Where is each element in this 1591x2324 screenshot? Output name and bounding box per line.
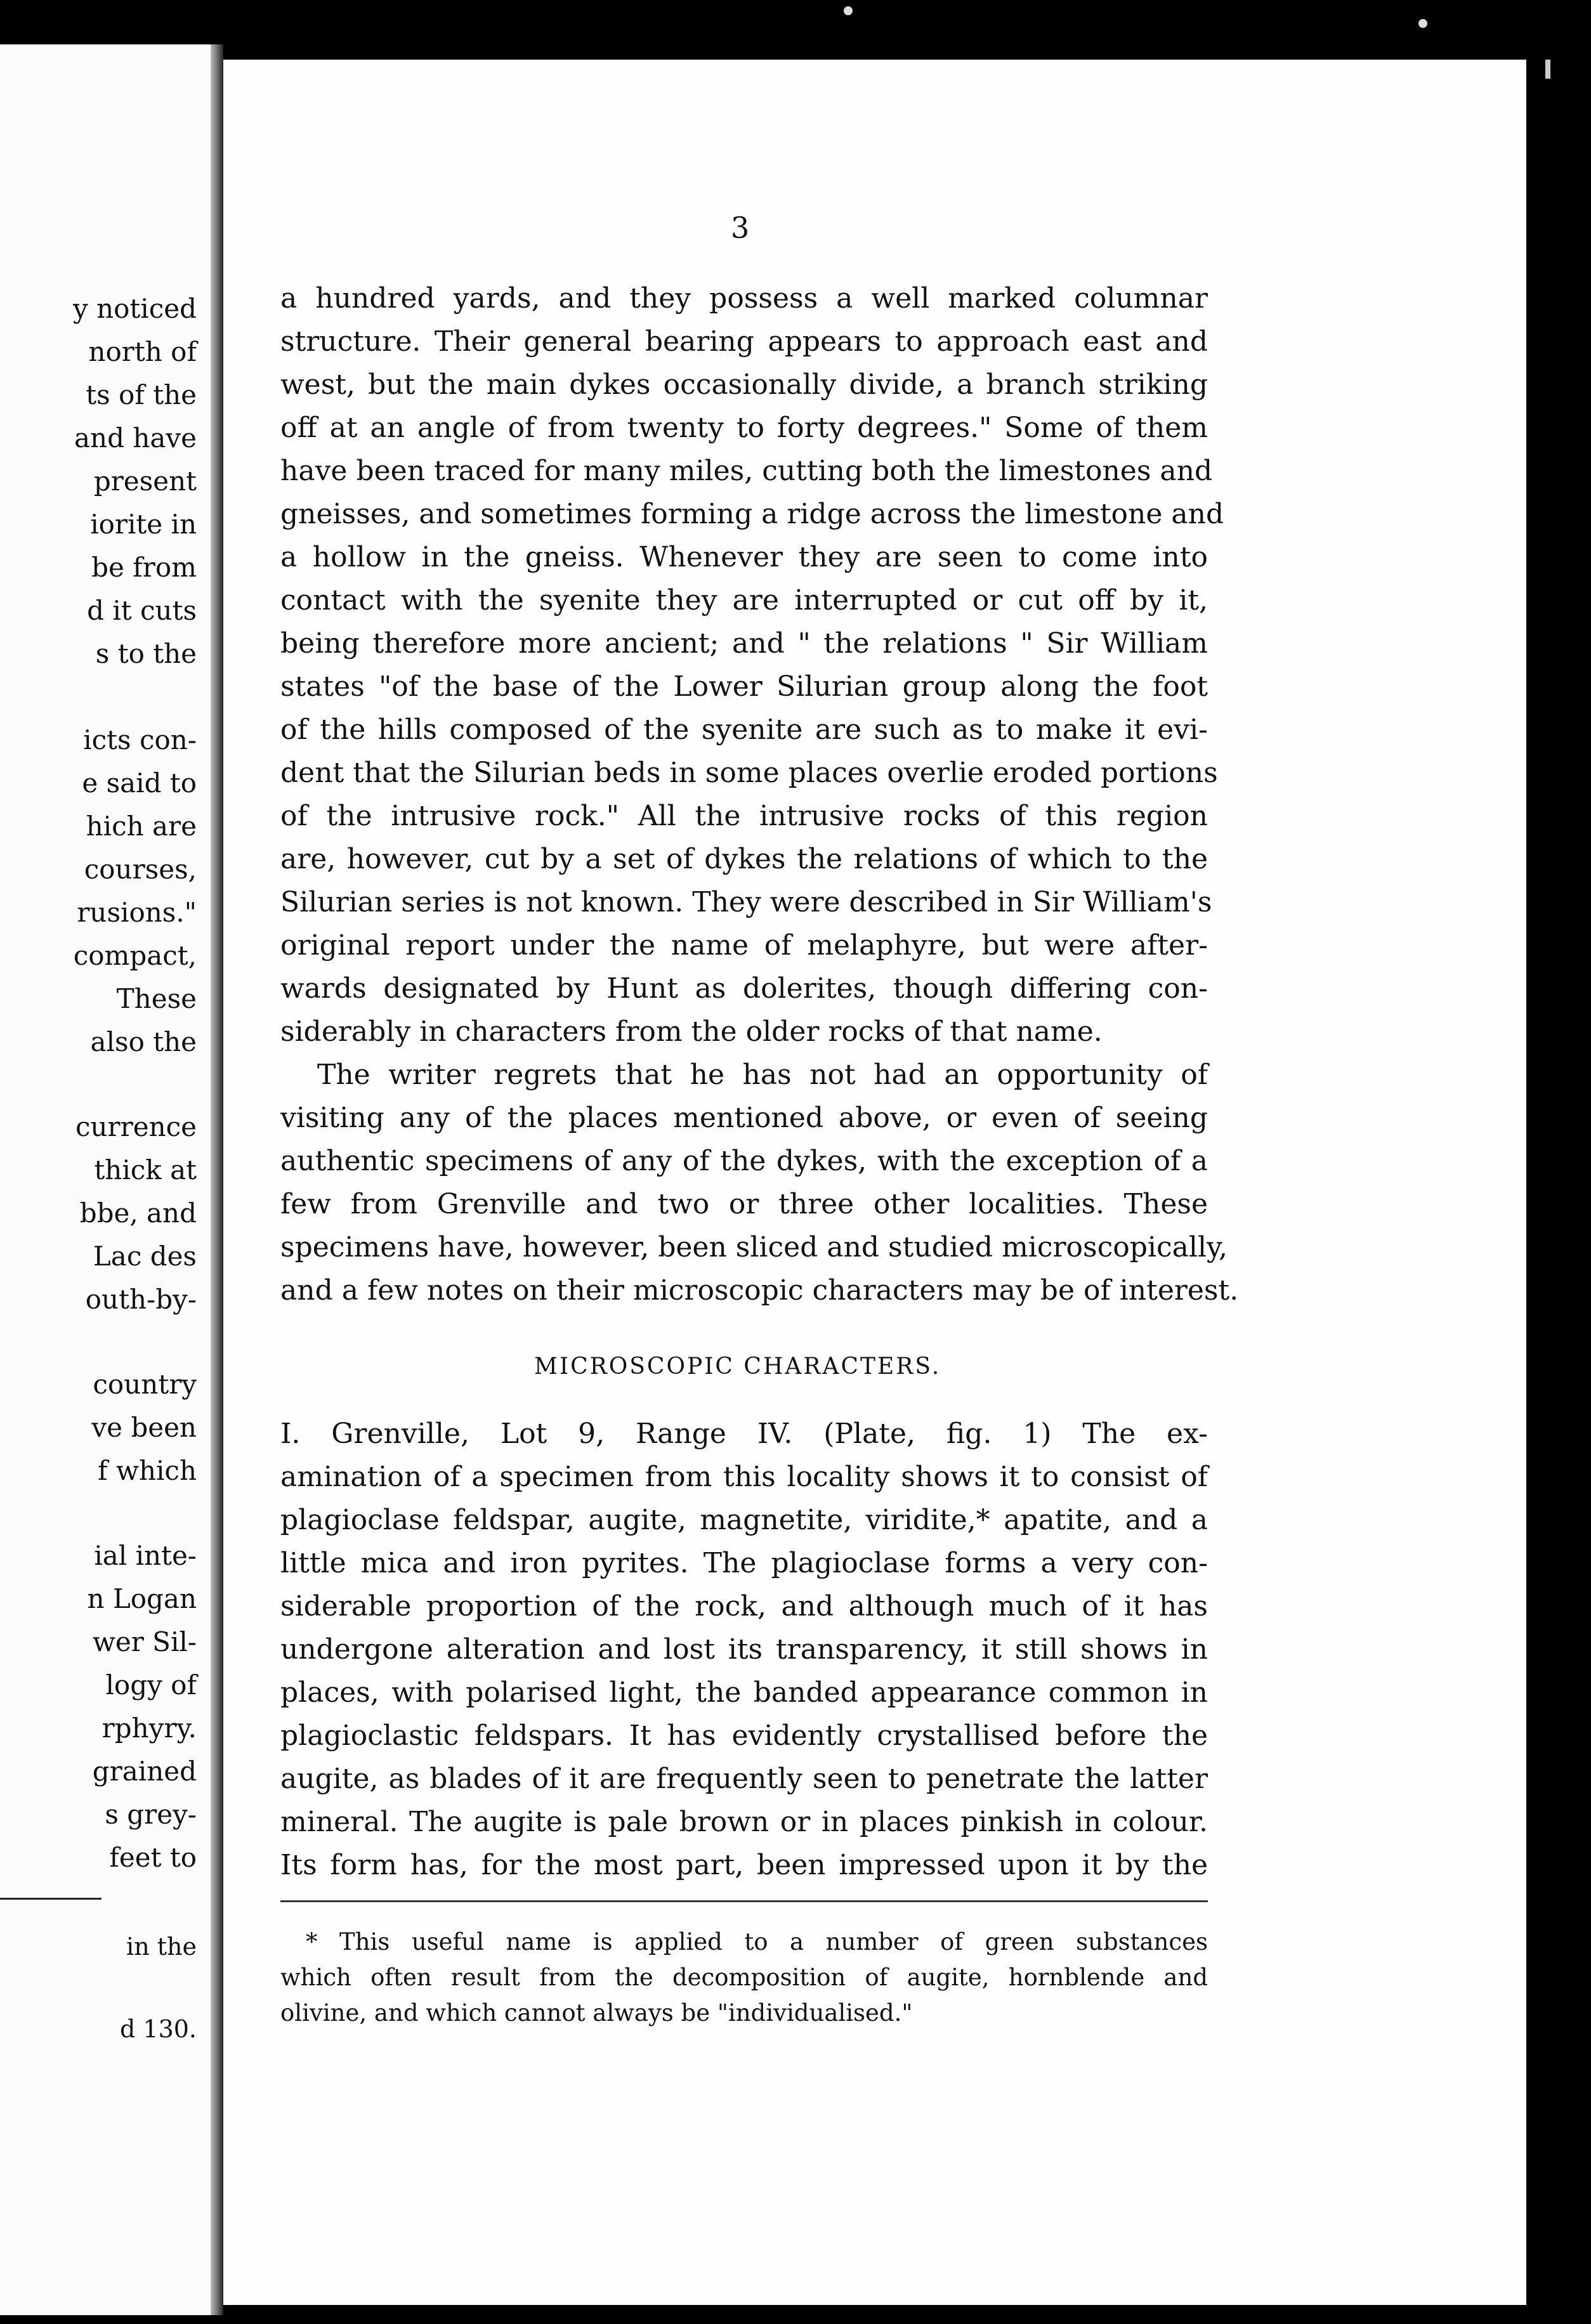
left-page-line: north of	[88, 336, 197, 367]
scan-border	[1526, 60, 1591, 2305]
body-line: undergone alteration and lost its transparency, it still shows in	[280, 1633, 1208, 1666]
left-page-line: logy of	[105, 1669, 197, 1701]
page-number: 3	[731, 211, 750, 245]
body-line: of the hills composed of the syenite are such as to make it evi-	[280, 714, 1208, 746]
left-page-line: f which	[98, 1455, 197, 1486]
left-page-line: Lac des	[93, 1241, 197, 1272]
left-page-line: rphyry.	[101, 1713, 197, 1744]
body-line: Silurian series is not known. They were described in Sir William's	[280, 886, 1212, 918]
body-line: and a few notes on their microscopic characters may be of interest.	[280, 1274, 1239, 1307]
body-line: siderable proportion of the rock, and although much of it has	[280, 1590, 1208, 1622]
body-line: dent that the Silurian beds in some places overlie eroded portions	[280, 757, 1218, 789]
body-line: places, with polarised light, the banded appearance common in	[280, 1676, 1208, 1709]
left-page-line: wer Sil-	[92, 1626, 197, 1657]
left-page-line: compact,	[73, 940, 197, 971]
left-page-line: icts con-	[83, 724, 197, 755]
left-page-line: grained	[92, 1756, 197, 1787]
left-page-line: s to the	[95, 638, 197, 669]
body-line: of the intrusive rock." All the intrusive rocks of this region	[280, 800, 1208, 832]
footnote-line: olivine, and which cannot always be "individualised."	[280, 1999, 913, 2027]
left-page-line: outh-by-	[85, 1284, 197, 1315]
left-page-line: currence	[75, 1111, 197, 1142]
left-page-footnote-rule	[0, 1898, 101, 1900]
left-page-line: present	[93, 466, 197, 497]
left-page-line: thick at	[94, 1154, 197, 1185]
left-page-line: e said to	[82, 767, 197, 799]
left-page-line: and have	[74, 422, 197, 454]
body-line: a hundred yards, and they possess a well marked columnar	[280, 282, 1208, 315]
body-line: specimens have, however, been sliced and studied microscopically,	[280, 1231, 1228, 1263]
left-page-line: s grey-	[105, 1799, 197, 1830]
body-line: contact with the syenite they are interrupted or cut off by it,	[280, 584, 1208, 617]
scan-speck	[1418, 19, 1427, 28]
body-line: off at an angle of from twenty to forty degrees." Some of them	[280, 412, 1208, 444]
body-line: authentic specimens of any of the dykes, with the exception of a	[280, 1145, 1208, 1177]
left-page-line: hich are	[86, 811, 197, 842]
book-gutter	[211, 44, 223, 2315]
left-page-line: These	[116, 983, 197, 1014]
body-line: Its form has, for the most part, been impressed upon it by the	[280, 1849, 1208, 1881]
body-line: have been traced for many miles, cutting both the limestones and	[280, 455, 1213, 487]
body-line: are, however, cut by a set of dykes the relations of which to the	[280, 843, 1208, 875]
left-page-line: country	[93, 1369, 197, 1400]
left-page-line: bbe, and	[79, 1198, 197, 1229]
scan-mark	[1545, 60, 1550, 79]
body-line: I. Grenville, Lot 9, Range IV. (Plate, fig. 1) The ex-	[280, 1418, 1208, 1450]
page	[223, 60, 1526, 2305]
body-line: augite, as blades of it are frequently seen to penetrate the latter	[280, 1763, 1208, 1795]
left-page-line: d it cuts	[87, 595, 197, 626]
left-page-line: feet to	[109, 1842, 197, 1873]
body-line: states "of the base of the Lower Silurian group along the foot	[280, 670, 1208, 703]
body-line: amination of a specimen from this locality shows it to consist of	[280, 1461, 1208, 1493]
body-line: wards designated by Hunt as dolerites, though differing con-	[280, 972, 1208, 1005]
left-page-footnote-line: in the	[126, 1933, 197, 1961]
footnote-line: * This useful name is applied to a number of green substances	[306, 1928, 1208, 1955]
body-line: little mica and iron pyrites. The plagioclase forms a very con-	[280, 1547, 1208, 1579]
previous-page-fragment	[0, 44, 211, 2315]
left-page-line: be from	[91, 552, 197, 583]
left-page-footnote-line: d 130.	[119, 2015, 197, 2043]
left-page-line: also the	[90, 1026, 197, 1057]
body-line: mineral. The augite is pale brown or in places pinkish in colour.	[280, 1806, 1208, 1838]
body-line: west, but the main dykes occasionally divide, a branch striking	[280, 369, 1208, 401]
body-line: The writer regrets that he has not had an opportunity of	[317, 1059, 1208, 1091]
body-line: siderably in characters from the older rocks of that name.	[280, 1015, 1103, 1048]
section-heading: MICROSCOPIC CHARACTERS.	[534, 1354, 941, 1380]
left-page-line: y noticed	[73, 293, 197, 324]
left-page-line: rusions."	[77, 897, 197, 928]
body-line: few from Grenville and two or three other localities. These	[280, 1188, 1208, 1220]
left-page-line: n Logan	[87, 1583, 197, 1614]
body-line: being therefore more ancient; and " the relations " Sir William	[280, 627, 1208, 660]
footnote-rule	[280, 1900, 1208, 1902]
body-line: original report under the name of melaphyre, but were after-	[280, 929, 1208, 962]
body-line: plagioclase feldspar, augite, magnetite, viridite,* apatite, and a	[280, 1504, 1208, 1536]
left-page-line: ts of the	[86, 379, 197, 410]
scan-speck	[844, 6, 853, 15]
body-line: visiting any of the places mentioned above, or even of seeing	[280, 1102, 1208, 1134]
body-line: plagioclastic feldspars. It has evidently crystallised before the	[280, 1720, 1208, 1752]
left-page-line: ve been	[91, 1412, 197, 1443]
left-page-line: courses,	[84, 854, 197, 885]
left-page-line: iorite in	[90, 509, 197, 540]
body-line: structure. Their general bearing appears to approach east and	[280, 325, 1208, 358]
body-line: a hollow in the gneiss. Whenever they are seen to come into	[280, 541, 1208, 573]
body-line: gneisses, and sometimes forming a ridge across the limestone and	[280, 498, 1224, 530]
left-page-line: ial inte-	[94, 1540, 197, 1571]
footnote-line: which often result from the decomposition of augite, hornblende and	[280, 1964, 1208, 1991]
